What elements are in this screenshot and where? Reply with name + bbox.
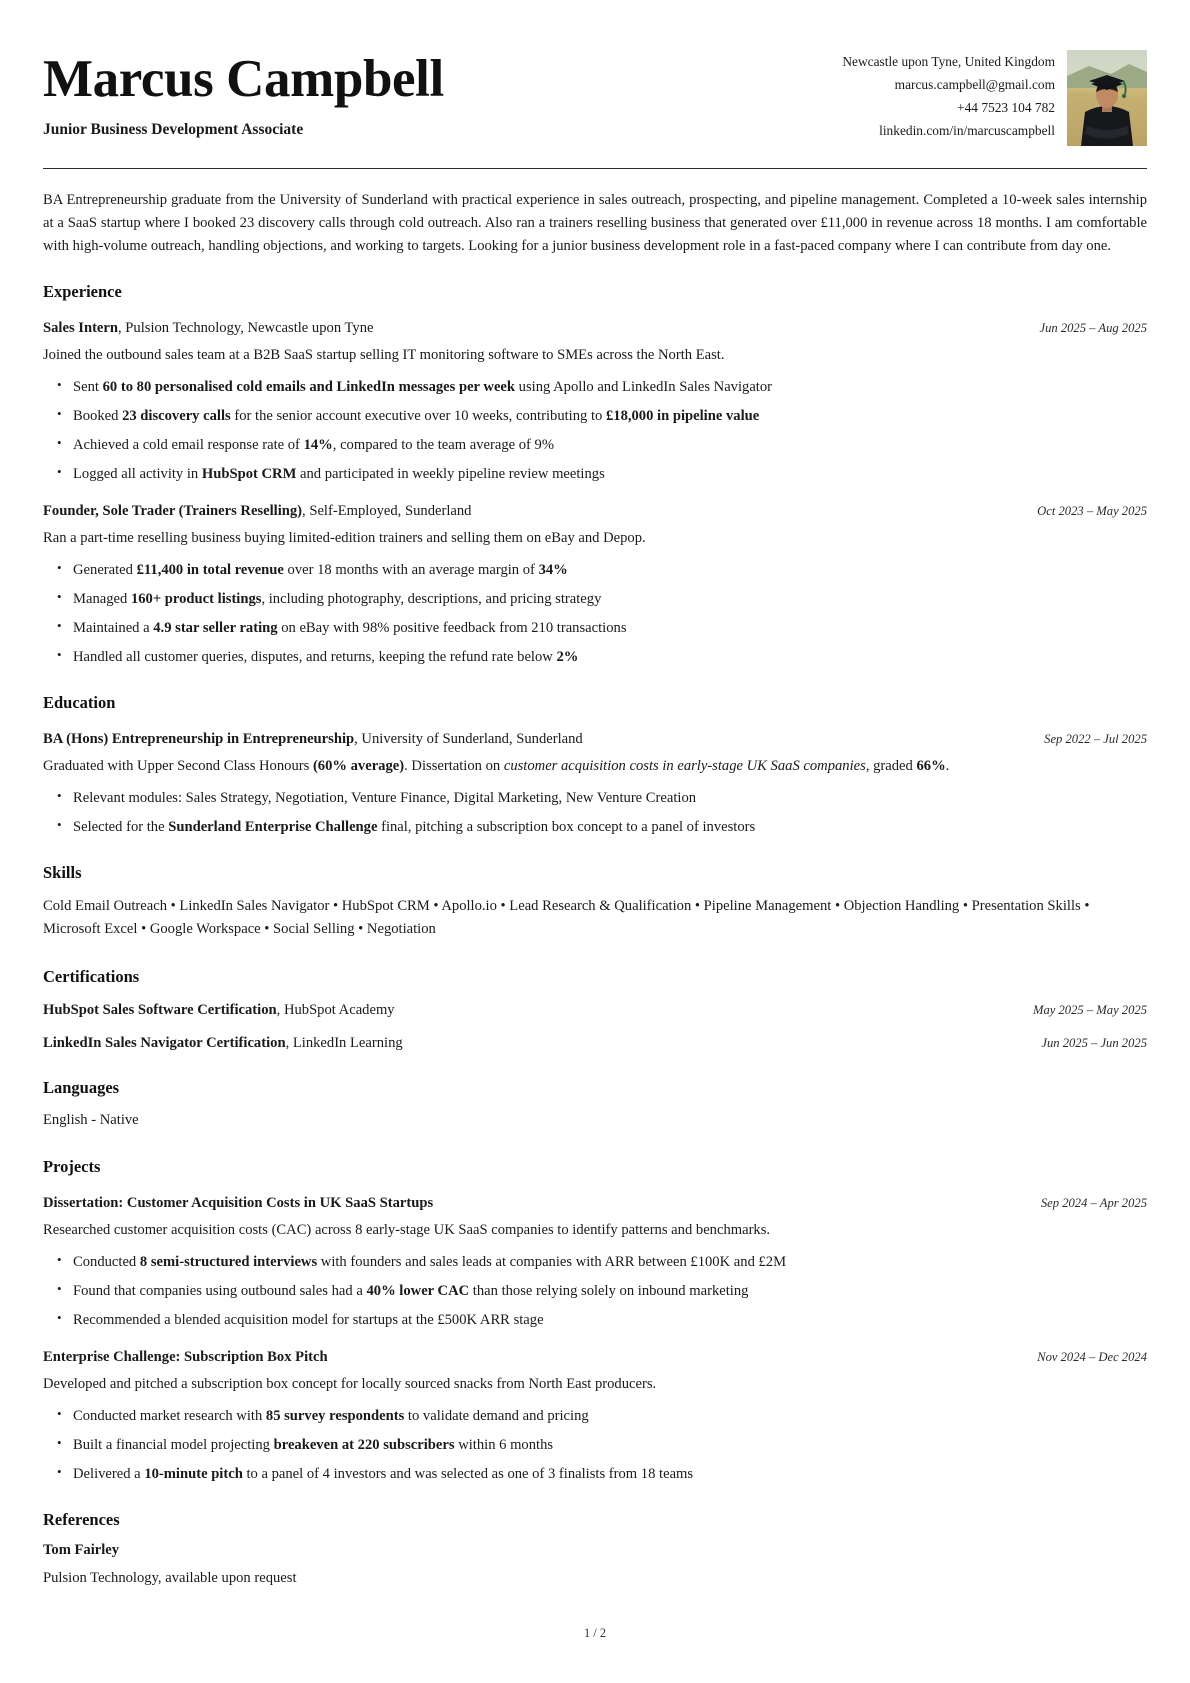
certification-date: Jun 2025 – Jun 2025 [1041,1036,1147,1051]
entry-bullet-list [43,1251,1147,1332]
entry-date: Nov 2024 – Dec 2024 [1037,1350,1147,1365]
entry-description: Joined the outbound sales team at a B2B SaaS startup selling IT monitoring software to SMEs across the North East. [43,346,725,363]
page-title: Marcus Campbell [43,50,444,108]
bullet-item: • Relevant modules: Sales Strategy, Negotiation, Venture Finance, Digital Marketing, New Venture Creation [73,787,1147,809]
skills-list: Cold Email Outreach • LinkedIn Sales Navigator • HubSpot CRM • Apollo.io • Lead Research & Qualification • Pipeline Management • Objection Handling • Presentation Skills • Microsoft Excel • Google Workspace • Social Selling • Negotiation [43,897,1090,938]
resume-header [43,44,1147,146]
identity-block [43,44,444,139]
section-heading-education: Education [43,693,116,713]
entry-projects [43,1347,1147,1485]
bullet-item: • Managed 160+ product listings, including photography, descriptions, and pricing strategy [73,588,1147,610]
entry-header [43,1193,1147,1213]
entry-experience [43,318,1147,485]
certification-header [43,1000,1147,1020]
entry-projects [43,1193,1147,1331]
entry-title: Sales Intern, Pulsion Technology, Newcastle upon Tyne [43,320,374,337]
section-projects [43,1157,1147,1485]
entry-experience [43,501,1147,668]
entry-bullet-list [43,1405,1147,1486]
contact-phone[interactable]: +44 7523 104 782 [957,100,1055,116]
language-item: English - Native [43,1112,139,1129]
section-languages [43,1078,1147,1132]
entry-title: Founder, Sole Trader (Trainers Reselling), Self-Employed, Sunderland [43,503,472,520]
entry-description: Graduated with Upper Second Class Honours (60% average). Dissertation on customer acquisition costs in early-stage UK SaaS companies, graded 66%. [43,757,950,774]
entry-date: Jun 2025 – Aug 2025 [1039,321,1147,336]
certification-title: LinkedIn Sales Navigator Certification, LinkedIn Learning [43,1035,403,1052]
bullet-item: • Booked 23 discovery calls for the senior account executive over 10 weeks, contributing to £18,000 in pipeline value [73,405,1147,427]
certification-header [43,1033,1147,1053]
entry-bullet-list [43,787,1147,838]
section-education [43,693,1147,838]
certification-date: May 2025 – May 2025 [1032,1002,1147,1017]
entry-description: Ran a part-time reselling business buying limited-edition trainers and selling them on eBay and Depop. [43,529,646,546]
entry-header [43,1347,1147,1367]
header-divider [43,168,1147,169]
section-certifications [43,967,1147,1054]
certification-row [43,1033,1147,1053]
entry-title: BA (Hons) Entrepreneurship in Entrepreneurship, University of Sunderland, Sunderland [43,731,583,748]
section-experience [43,282,1147,668]
certification-row [43,1000,1147,1020]
bullet-item: • Logged all activity in HubSpot CRM and participated in weekly pipeline review meetings [73,463,1147,485]
entry-header [43,318,1147,338]
entry-header [43,729,1147,749]
section-heading-projects: Projects [43,1157,101,1177]
bullet-item: • Maintained a 4.9 star seller rating on eBay with 98% positive feedback from 210 transactions [73,617,1147,639]
section-heading-references: References [43,1510,120,1530]
entry-date: Sep 2024 – Apr 2025 [1040,1196,1147,1211]
entry-title: Dissertation: Customer Acquisition Costs in UK SaaS Startups [43,1195,434,1212]
bullet-item: • Conducted 8 semi-structured interviews with founders and sales leads at companies with ARR between £100K and £2M [73,1251,1147,1273]
profile-summary: BA Entrepreneurship graduate from the University of Sunderland with practical experience in sales outreach, prospecting, and pipeline management. Completed a 10-week sales internship at a SaaS startup where I booked 23 discovery calls through cold outreach. Also ran a trainers reselling business that generated over £11,000 in revenue across 18 months. I am comfortable with high-volume outreach, handling objections, and working to targets. Looking for a junior business development role in a fast-paced company where I can contribute from day one. [43,192,1147,254]
bullet-item: • Built a financial model projecting breakeven at 220 subscribers within 6 months [73,1434,1147,1456]
job-headline: Junior Business Development Associate [43,121,304,139]
contact-linkedin[interactable]: linkedin.com/in/marcuscampbell [879,123,1055,139]
avatar [1067,50,1147,146]
contact-photo-group [842,44,1147,146]
entry-description: Researched customer acquisition costs (CAC) across 8 early-stage UK SaaS companies to identify patterns and benchmarks. [43,1221,771,1238]
section-heading-languages: Languages [43,1078,120,1098]
entry-title: Enterprise Challenge: Subscription Box Pitch [43,1349,328,1366]
entry-header [43,501,1147,521]
contact-location: Newcastle upon Tyne, United Kingdom [842,54,1055,69]
certification-title: HubSpot Sales Software Certification, HubSpot Academy [43,1001,395,1018]
entry-education [43,729,1147,838]
bullet-item: • Achieved a cold email response rate of 14%, compared to the team average of 9% [73,434,1147,456]
section-heading-certifications: Certifications [43,966,140,986]
sections-container [43,282,1147,1587]
entry-date: Oct 2023 – May 2025 [1037,504,1147,519]
entry-date: Sep 2022 – Jul 2025 [1044,732,1147,747]
reference-name: Tom Fairley [43,1542,120,1559]
bullet-item: • Generated £11,400 in total revenue over 18 months with an average margin of 34% [73,559,1147,581]
entry-bullet-list [43,559,1147,669]
bullet-item: • Found that companies using outbound sales had a 40% lower CAC than those relying solely on inbound marketing [73,1280,1147,1302]
bullet-item: • Delivered a 10-minute pitch to a panel of 4 investors and was selected as one of 3 finalists from 18 teams [73,1463,1147,1485]
bullet-item: • Recommended a blended acquisition model for startups at the £500K ARR stage [73,1309,1147,1331]
section-references [43,1510,1147,1587]
graduation-portrait-icon [1067,50,1147,146]
entry-description: Developed and pitched a subscription box concept for locally sourced snacks from North East producers. [43,1375,657,1392]
bullet-item: • Conducted market research with 85 survey respondents to validate demand and pricing [73,1405,1147,1427]
bullet-item: • Selected for the Sunderland Enterprise Challenge final, pitching a subscription box concept to a panel of investors [73,816,1147,838]
reference-detail: Pulsion Technology, available upon request [43,1570,297,1587]
contact-email[interactable]: marcus.campbell@gmail.com [894,77,1055,93]
bullet-item: • Sent 60 to 80 personalised cold emails and LinkedIn messages per week using Apollo and LinkedIn Sales Navigator [73,376,1147,398]
contact-details [842,50,1055,142]
section-skills [43,863,1147,942]
section-heading-skills: Skills [43,862,82,882]
page-footer: 1 / 2 [583,1626,607,1640]
bullet-item: • Handled all customer queries, disputes, and returns, keeping the refund rate below 2% [73,646,1147,668]
entry-bullet-list [43,376,1147,486]
section-heading-experience: Experience [43,282,122,302]
